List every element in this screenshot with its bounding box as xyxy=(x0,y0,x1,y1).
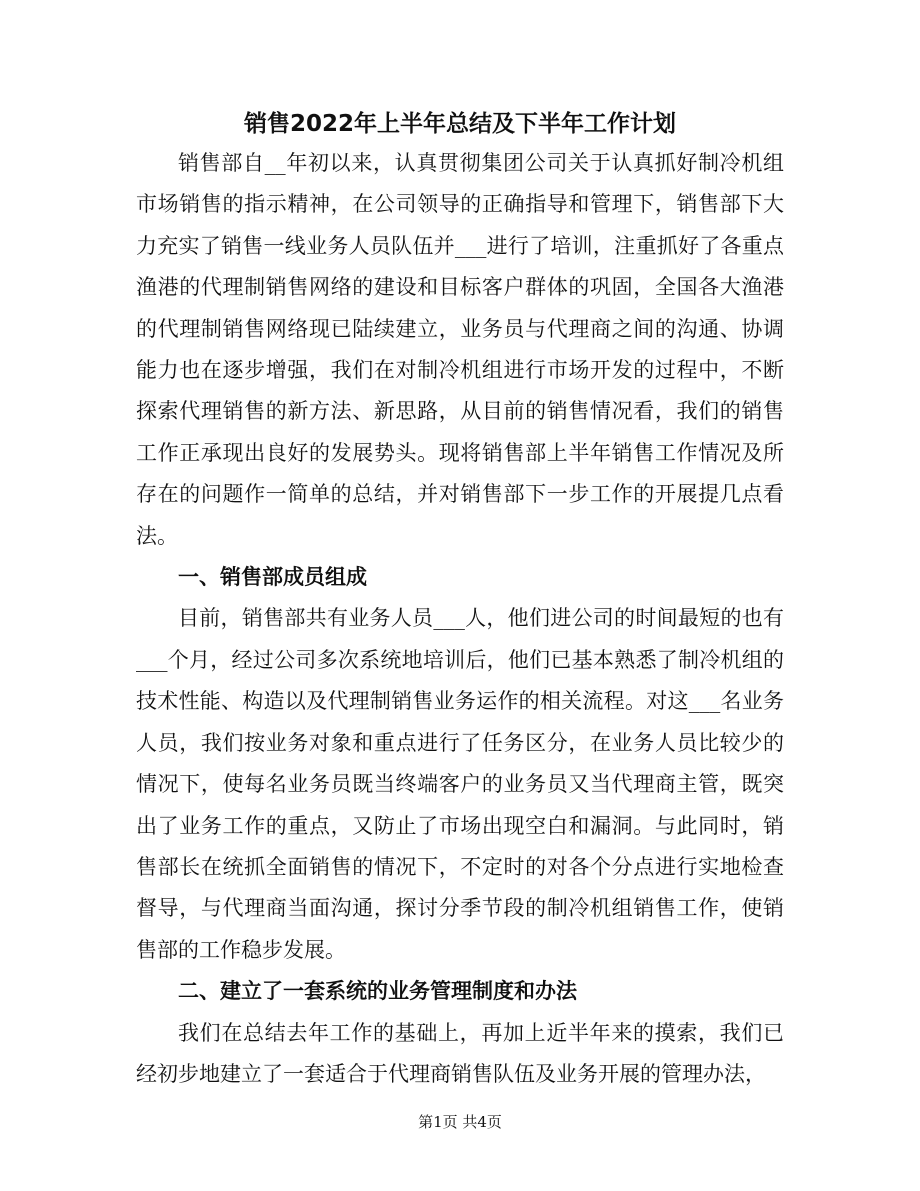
page-number-footer: 第1页 共4页 xyxy=(418,1113,502,1131)
document-body xyxy=(136,143,784,1095)
document-title: 销售2022年上半年总结及下半年工作计划 xyxy=(243,111,676,137)
section-1-paragraph: 目前，销售部共有业务人员___人，他们进公司的时间最短的也有___个月，经过公司多次系统地培训后，他们已基本熟悉了制冷机组的技术性能、构造以及代理制销售业务运作的相关流程。对这___名业务人员，我们按业务对象和重点进行了任务区分，在业务人员比较少的情况下，使每名业务员既当终端客户的业务员又当代理商主管，既突出了业务工作的重点，又防止了市场出现空白和漏洞。与此同时，销售部长在统抓全面销售的情况下，不定时的对各个分点进行实地检查督导，与代理商当面沟通，探讨分季节段的制冷机组销售工作，使销售部的工作稳步发展。 xyxy=(136,606,784,962)
intro-paragraph: 销售部自__年初以来，认真贯彻集团公司关于认真抓好制冷机组市场销售的指示精神，在公司领导的正确指导和管理下，销售部下大力充实了销售一线业务人员队伍并___进行了培训，注重抓好了各重点渔港的代理制销售网络的建设和目标客户群体的巩固，全国各大渔港的代理制销售网络现已陆续建立，业务员与代理商之间的沟通、协调能力也在逐步增强，我们在对制冷机组进行市场开发的过程中，不断探索代理销售的新方法、新思路，从目前的销售情况看，我们的销售工作正承现出良好的发展势头。现将销售部上半年销售工作情况及所存在的问题作一简单的总结，并对销售部下一步工作的开展提几点看法。 xyxy=(136,151,784,548)
section-2-paragraph: 我们在总结去年工作的基础上，再加上近半年来的摸索，我们已经初步地建立了一套适合于代理商销售队伍及业务开展的管理办法， xyxy=(136,1020,784,1086)
section-heading-1: 一、销售部成员组成 xyxy=(178,565,367,590)
section-heading-2: 二、建立了一套系统的业务管理制度和办法 xyxy=(178,979,577,1004)
